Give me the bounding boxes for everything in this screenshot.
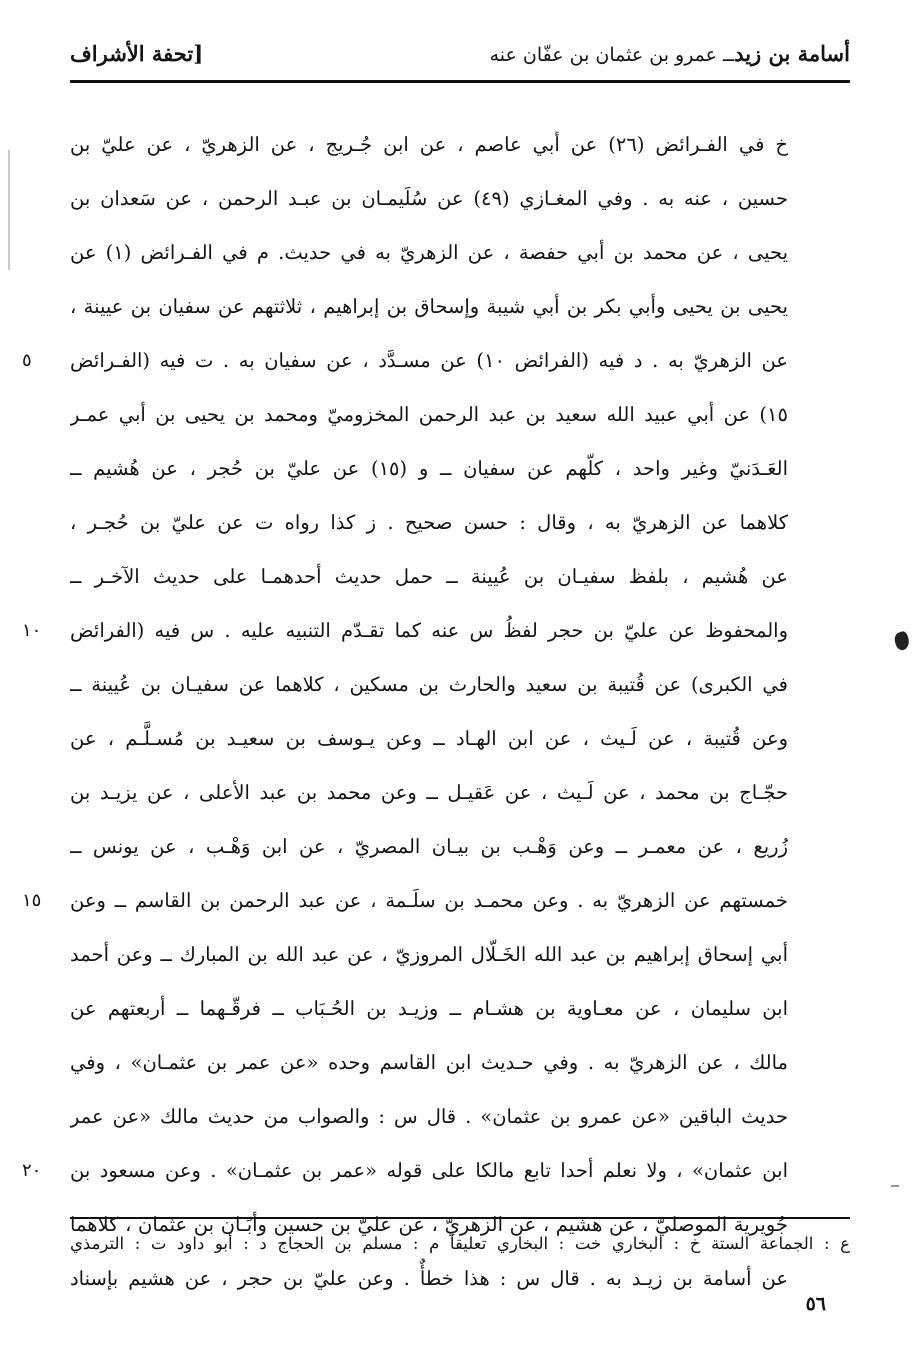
text-line: مالك ، عن الزهريّ به . وفي حـديث ابن القاسم وحده «عن عمر بن عثمـان» ، وفي <box>70 1051 788 1074</box>
line-number: ١٥ <box>22 890 42 911</box>
text-line: خ في الفـرائض (٢٦) عن أبي عاصم ، عن ابن جُـريج ، عن الزهريّ ، عن عليّ بن <box>70 133 788 156</box>
abbreviation-key: ع : الجماعة الستة خ : البخاري خت : البخاري تعليقاً م : مسلم بن الحجاج د : أبو داود ت : الترمذي <box>70 1234 850 1253</box>
footer-rule <box>70 1217 850 1219</box>
text-line: وعن قُتيبة ، عن لَـيث ، عن ابن الهـاد ــ وعن يـوسف بن سعيـد بن مُسـلَّـم ، عن <box>70 727 788 750</box>
line-number: ٥ <box>22 350 32 371</box>
ink-blot-mark <box>892 630 911 652</box>
running-head-right <box>490 41 850 66</box>
running-header <box>70 30 850 76</box>
running-head-main-title: أسامة بن زيد <box>734 40 850 66</box>
text-line: خمستهم عن الزهريّ به . وعن محمـد بن سلَـمة ، عن عبد الرحمن بن القاسم ــ وعن <box>70 889 788 912</box>
running-head-book-title: [تحفة الأشراف <box>70 40 204 66</box>
text-line: يحيى ، عن محمد بن أبي حفصة ، عن الزهريّ به في حديث. م في الفـرائض (١) عن <box>70 241 788 264</box>
margin-tick-mark <box>891 1185 899 1187</box>
header-rule <box>70 80 850 83</box>
text-line: عن هُشيم ، بلفظ سفيـان بن عُيينة ــ حمل حديث أحدهمـا على حديث الآخـر ــ <box>70 565 788 588</box>
running-head-subtitle: ــ عمرو بن عثمان بن عفّان عنه <box>489 43 735 66</box>
text-line: عن الزهريّ به . د فيه (الفرائض ١٠) عن مسـدَّد ، عن سفيان به . ت فيه (الفـرائض <box>70 349 788 372</box>
scan-margin-mark <box>8 150 10 270</box>
text-line: يحيى بن يحيى وأبي بكر بن أبي شيبة وإسحاق بن إبراهيم ، ثلاثتهم عن سفيان بن عيينة ، <box>70 295 788 318</box>
text-line: والمحفوظ عن عليّ بن حجر لفظُ س عنه كما تقـدّم التنبيه عليه . س فيه (الفرائض <box>70 619 788 642</box>
text-line: عن أسامة بن زيـد به . قال س : هذا خطأٌ . وعن عليّ بن حجر ، عن هشيم بإسناد <box>70 1267 788 1290</box>
margin-line-numbers <box>22 118 62 1198</box>
page-number: ٥٦ <box>805 1293 826 1315</box>
main-text-block <box>70 118 788 1306</box>
text-line: حجّـاج بن محمد ، عن لَـيث ، عن عَقيـل ــ وعن محمد بن عبد الأعلى ، عن يزيـد بن <box>70 781 788 804</box>
line-number: ٢٠ <box>22 1160 42 1181</box>
text-line: العَـدَنيّ وغير واحد ، كلّهم عن سفيان ــ و (١٥) عن عليّ بن حُجر ، عن هُشيم ــ <box>70 457 788 480</box>
text-line: في الكبرى) عن قُتيبة بن سعيد والحارث بن مسكين ، كلاهما عن سفيـان بن عُيينة ــ <box>70 673 788 696</box>
text-line: جُويرية الموصليّ ، عن هشيم ، عن الزهريّ ، عن عليّ بن حسين وأبَـان بن عثمان ، كلاهما <box>70 1213 788 1236</box>
line-number: ١٠ <box>22 620 42 641</box>
text-line: ١٥) عن أبي عبيد الله سعيد بن عبد الرحمن المخزوميّ ومحمد بن يحيى بن أبي عمـر <box>70 403 788 426</box>
text-line: زُريع ، عن معمـر ــ وعن وَهْـب بن بيـان المصريّ ، عن ابن وَهْـب ، عن يونس ــ <box>70 835 788 858</box>
text-line: حديث الباقين «عن عمرو بن عثمان» . قال س : والصواب من حديث مالك «عن عمر <box>70 1105 788 1128</box>
text-line: ابن سليمان ، عن معـاوية بن هشـام ــ وزيـد بن الحُـبَاب ــ فرقّـهما ــ أربعتهم عن <box>70 997 788 1020</box>
text-line: ابن عثمان» ، ولا نعلم أحدا تابع مالكا على قوله «عمر بن عثمـان» . وعن مسعود بن <box>70 1159 788 1182</box>
text-line: كلاهما عن الزهريّ به ، وقال : حسن صحيح . ز كذا رواه ت عن عليّ بن حُجـر ، <box>70 511 788 534</box>
text-line: أبي إسحاق إبراهيم بن عبد الله الخَـلّال المروزيّ ، عن عبد الله بن المبارك ــ وعن أحمد <box>70 943 788 966</box>
text-line: حسين ، عنه به . وفي المغـازي (٤٩) عن سُلَيمـان بن عبـد الرحمن ، عن سَعدان بن <box>70 187 788 210</box>
